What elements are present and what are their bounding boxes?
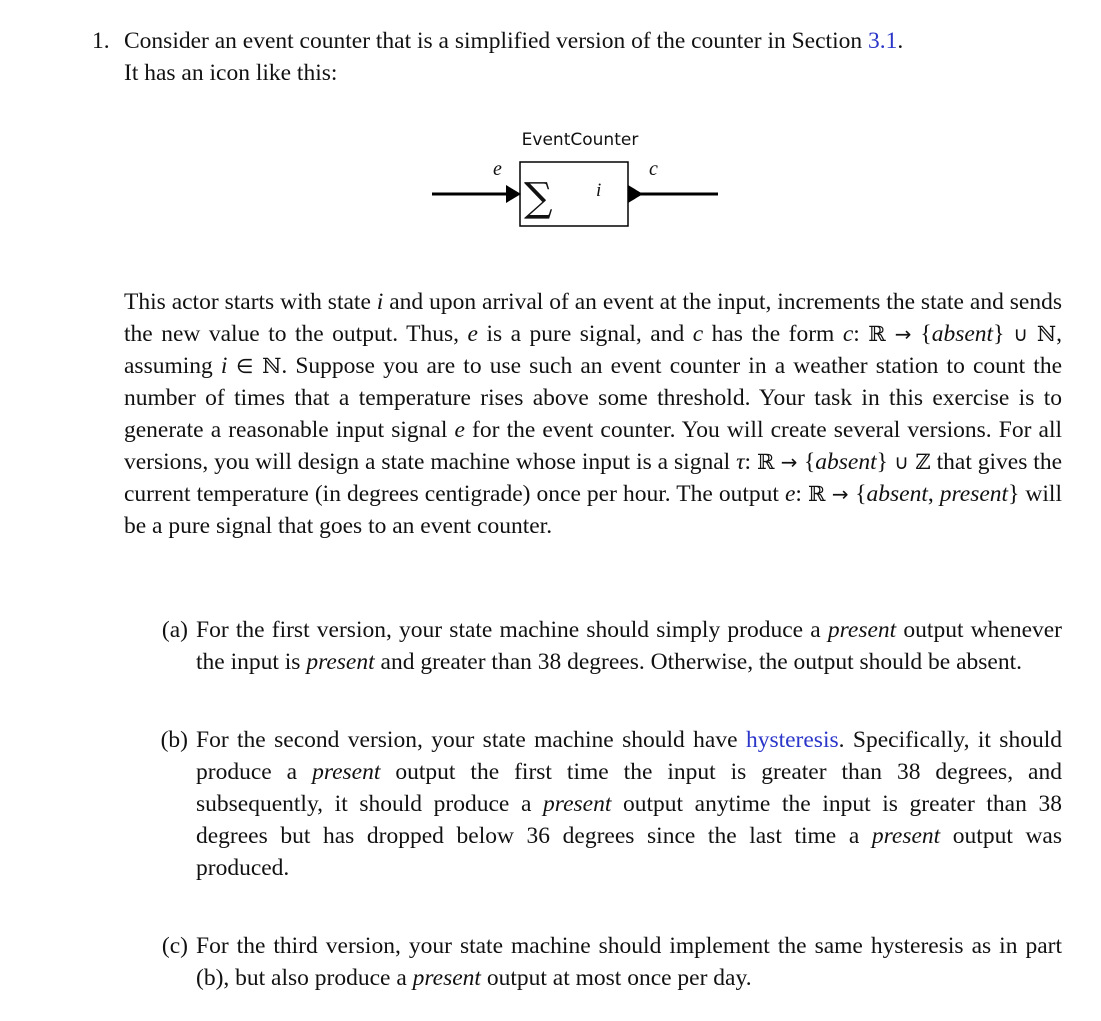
part-a-label: (a) (161, 617, 188, 643)
part-a-text: For the first version, your state machine should simply produce a present output whenever the input is present and greater than 38 degrees. Otherwise, the output should be absent. (196, 617, 1062, 675)
output-port-label: c (649, 158, 658, 180)
part-c-label: (c) (161, 933, 188, 959)
exercise-number: 1. (92, 28, 110, 54)
state-label: i (596, 180, 602, 201)
event-counter-diagram (420, 130, 740, 240)
part-b-label: (b) (160, 727, 188, 753)
input-port-arrow (506, 185, 521, 203)
input-port-label: e (493, 158, 502, 180)
exercise-intro: Consider an event counter that is a simplified version of the counter in Section 3.1. It has an icon like this: (124, 28, 904, 86)
actor-name: EventCounter (521, 130, 639, 150)
hysteresis-link[interactable]: hysteresis (745, 727, 839, 753)
sigma-icon: ∑ (524, 175, 553, 221)
part-b-text: For the second version, your state machine should have hysteresis. Specifically, it should produce a present output the first time the input is greater than 38 degrees, and subsequently, it should produce a present output anytime the input is greater than 38 degrees but has dropped below 36 degrees since the last time a present output was produced. (196, 727, 1062, 881)
part-c-text: For the third version, your state machine should implement the same hysteresis as in part (b), but also produce a present output at most once per day. (196, 933, 1062, 991)
description-paragraph: This actor starts with state i and upon arrival of an event at the input, increments the state and sends the new value to the output. Thus, e is a pure signal, and c has the form c: ℝ → {absent} ∪ ℕ, assuming i ∈ ℕ. Suppose you are to use such an event counter in a weather station to count the number of times that a temperature rises above some threshold. Your task in this exercise is to generate a reasonable input signal e for the event counter. You will create several versions. For all versions, you will design a state machine whose input is a signal τ: ℝ → {absent} ∪ ℤ that gives the current temperature (in degrees centigrade) once per hour. The output e: ℝ → {absent, present} will be a pure signal that goes to an event counter. (124, 289, 1063, 539)
section-link[interactable]: 3.1 (867, 28, 898, 54)
